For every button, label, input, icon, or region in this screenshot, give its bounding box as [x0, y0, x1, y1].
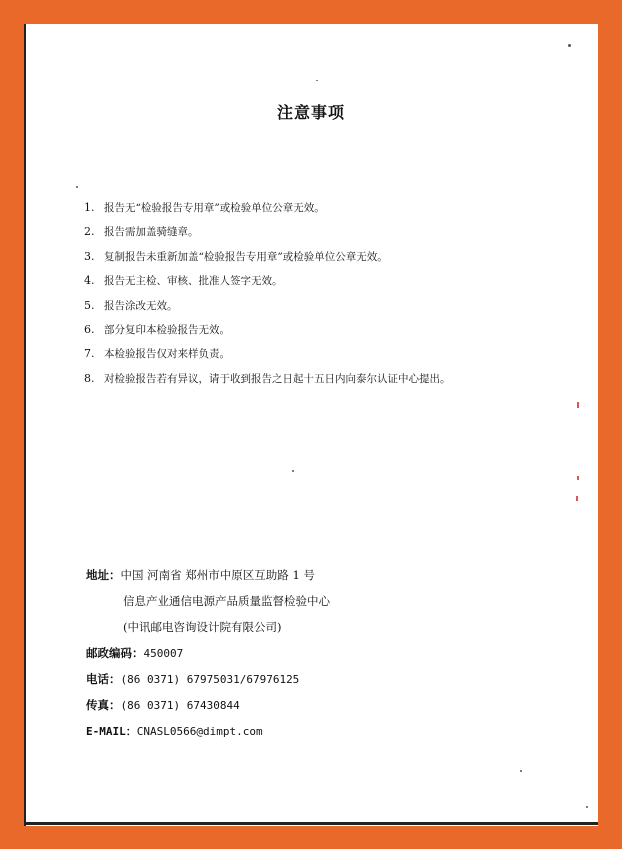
- item-text: 报告涂改无效。: [104, 299, 178, 312]
- contact-block: [86, 567, 566, 749]
- scan-red-mark: [577, 402, 579, 408]
- scan-speck: [76, 186, 78, 188]
- item-number: 5.: [84, 298, 95, 312]
- list-item: [84, 200, 554, 224]
- list-item: [84, 224, 554, 248]
- address-label: 地址：: [86, 568, 121, 582]
- item-text: 部分复印本检验报告无效。: [104, 323, 230, 336]
- email-label: E-MAIL：: [86, 725, 137, 738]
- postcode-row: [86, 645, 566, 671]
- item-text: 报告需加盖骑缝章。: [104, 226, 199, 239]
- item-number: 2.: [84, 225, 95, 239]
- list-item: [84, 346, 554, 370]
- item-number: 7.: [84, 347, 95, 361]
- email-value: CNASL0566@dimpt.com: [136, 725, 263, 738]
- scan-red-mark: [576, 496, 578, 501]
- phone-label: 电话：: [86, 672, 121, 686]
- org-alias: (中讯邮电咨询设计院有限公司): [123, 620, 282, 634]
- item-number: 8.: [84, 371, 95, 385]
- notes-list: [84, 200, 554, 395]
- fax-row: [86, 697, 566, 723]
- fax-value: (86 0371) 67430844: [120, 699, 240, 712]
- item-text: 报告无“检验报告专用章”或检验单位公章无效。: [104, 202, 325, 214]
- org-name: 信息产业通信电源产品质量监督检验中心: [123, 594, 330, 608]
- email-row: [86, 723, 566, 749]
- postcode-value: 450007: [143, 647, 184, 660]
- fax-label: 传真：: [86, 698, 121, 712]
- list-item: [84, 298, 554, 322]
- scan-speck: [568, 44, 571, 47]
- item-text: 报告无主检、审核、批准人签字无效。: [104, 275, 283, 288]
- item-text: 对检验报告若有异议，请于收到报告之日起十五日内向泰尔认证中心提出。: [104, 372, 451, 385]
- phone-row: [86, 671, 566, 697]
- page-title: 注意事项: [276, 103, 345, 122]
- address-value: 中国 河南省 郑州市中原区互助路 1 号: [120, 568, 315, 582]
- item-number: 3.: [84, 249, 95, 263]
- scan-speck: [316, 80, 318, 81]
- postcode-label: 邮政编码：: [86, 646, 144, 660]
- item-number: 1.: [84, 201, 95, 214]
- phone-value: (86 0371) 67975031/67976125: [120, 673, 300, 686]
- scan-red-mark: [577, 476, 579, 480]
- page-left-edge: [24, 24, 26, 826]
- item-number: 4.: [84, 274, 95, 288]
- list-item: [84, 249, 554, 273]
- scan-speck: [292, 470, 294, 472]
- list-item: [84, 322, 554, 346]
- item-number: 6.: [84, 322, 95, 336]
- item-text: 复制报告未重新加盖“检验报告专用章”或检验单位公章无效。: [104, 250, 388, 263]
- item-text: 本检验报告仅对来样负责。: [104, 348, 230, 361]
- address-row: [86, 567, 566, 593]
- page-bottom-edge: [24, 822, 598, 825]
- scan-speck: [586, 806, 588, 808]
- list-item: [84, 273, 554, 297]
- list-item: [84, 371, 554, 395]
- scan-speck: [520, 770, 522, 772]
